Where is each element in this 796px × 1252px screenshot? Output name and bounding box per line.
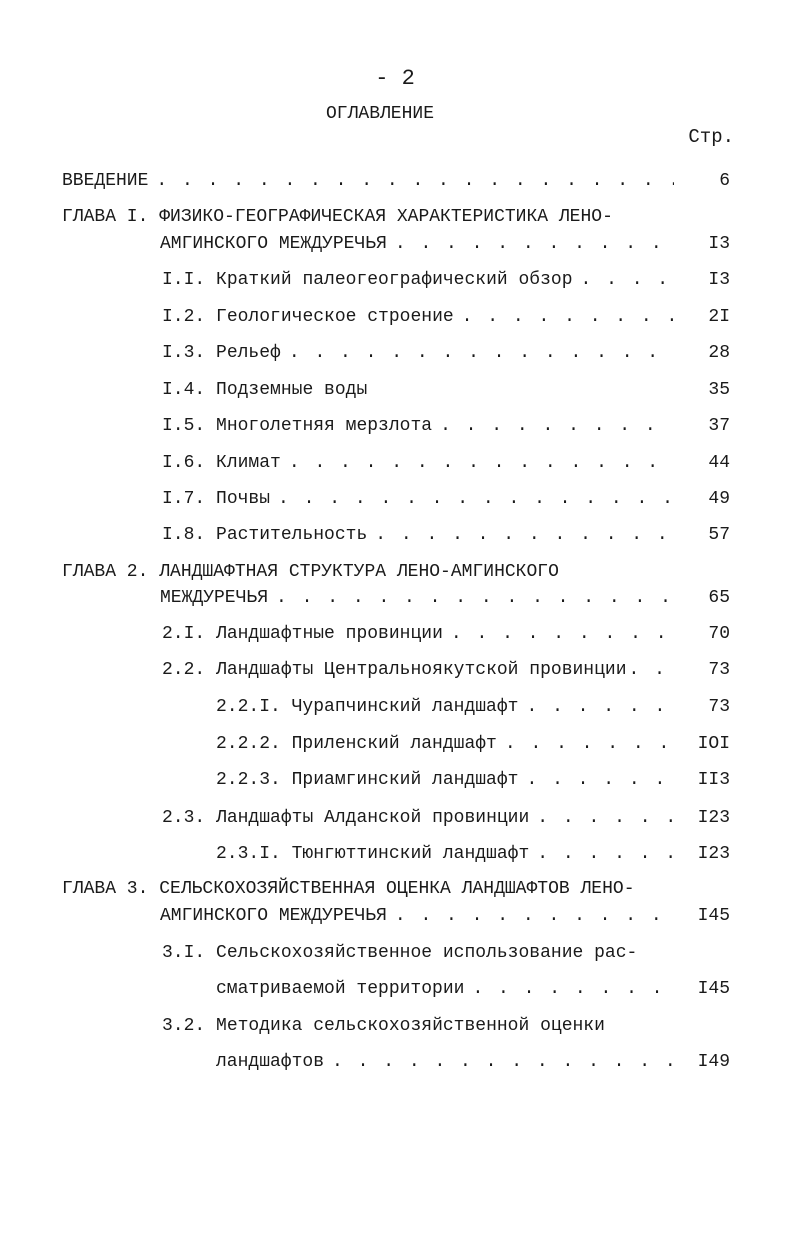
page-title: ОГЛАВЛЕНИЕ [325, 104, 435, 124]
toc-entry-page: IOI [697, 734, 730, 754]
toc-entry-page: I3 [708, 234, 730, 254]
toc-entry-1-4 [0, 377, 796, 403]
toc-entry-ch3 [0, 903, 796, 929]
toc-entry-page: 35 [708, 380, 730, 400]
toc-entry-3-2-line1 [162, 1013, 605, 1039]
toc-entry-page: 57 [708, 525, 730, 545]
dot-leader [526, 694, 674, 720]
dot-leader [472, 976, 674, 1002]
toc-entry-text: Приленский ландшафт [291, 734, 497, 754]
toc-entry-2-1 [0, 621, 796, 647]
toc-entry-2-3-1 [0, 841, 796, 867]
section-number: 3.2. [162, 1016, 206, 1036]
dot-leader [332, 1049, 674, 1075]
section-number: I.4. [162, 380, 206, 400]
dot-leader [537, 805, 674, 831]
toc-entry-page: II3 [697, 770, 730, 790]
toc-entry-2-3 [0, 805, 796, 831]
toc-entry-page: I23 [697, 808, 730, 828]
toc-entry-page: 73 [708, 697, 730, 717]
toc-entry-page: I23 [697, 844, 730, 864]
dot-leader [395, 903, 674, 929]
toc-entry-page: 6 [719, 171, 730, 191]
toc-entry-2-2-3 [0, 767, 796, 793]
toc-entry-text: Ландшафты Алданской провинции [216, 808, 530, 828]
toc-entry-text: Растительность [216, 525, 368, 545]
section-number: 2.2.I. [216, 697, 281, 717]
section-number: I.8. [162, 525, 206, 545]
toc-entry-page: 28 [708, 343, 730, 363]
toc-entry-text: Чурапчинский ландшафт [291, 697, 519, 717]
section-number: I.5. [162, 416, 206, 436]
toc-entry-1-8 [0, 522, 796, 548]
section-number: I.3. [162, 343, 206, 363]
section-number: 3.I. [162, 943, 206, 963]
dot-leader [395, 231, 674, 257]
dot-leader [375, 522, 674, 548]
toc-entry-text: Геологическое строение [216, 307, 454, 327]
toc-entry-page: 2I [708, 307, 730, 327]
dot-leader [505, 731, 674, 757]
dot-leader [156, 168, 674, 194]
page-column-header: Стр. [688, 126, 734, 148]
toc-entry-page: 44 [708, 453, 730, 473]
section-number: 2.3.I. [216, 844, 281, 864]
toc-entry-3-1 [0, 976, 796, 1002]
toc-entry-1-6 [0, 450, 796, 476]
section-number: I.I. [162, 270, 206, 290]
toc-entry-3-2 [0, 1049, 796, 1075]
toc-entry-1-2 [0, 304, 796, 330]
dot-leader [276, 585, 674, 611]
toc-entry-page: 49 [708, 489, 730, 509]
toc-entry-text: Приамгинский ландшафт [291, 770, 519, 790]
dot-leader [278, 486, 674, 512]
toc-entry-2-2-1 [0, 694, 796, 720]
toc-entry-text: Рельеф [216, 343, 281, 363]
toc-entry-text: Ландшафтные провинции [216, 624, 443, 644]
section-number: 2.2.3. [216, 770, 281, 790]
section-number: 2.3. [162, 808, 206, 828]
toc-entry-text: МЕЖДУРЕЧЬЯ [160, 588, 269, 608]
toc-entry-text: Многолетняя мерзлота [216, 416, 433, 436]
section-number: I.7. [162, 489, 206, 509]
toc-entry-text: ВВЕДЕНИЕ [62, 171, 149, 191]
section-number: 2.2.2. [216, 734, 281, 754]
toc-entry-text: Ландшафты Центральноякутской провинции [216, 660, 627, 680]
section-number: I.2. [162, 307, 206, 327]
dot-leader [289, 450, 674, 476]
toc-entry-page: I3 [708, 270, 730, 290]
chapter-3-heading-line1: ГЛАВА 3. СЕЛЬСКОХОЗЯЙСТВЕННАЯ ОЦЕНКА ЛАНДШАФТОВ ЛЕНО- [62, 879, 635, 899]
section-number: I.6. [162, 453, 206, 473]
toc-entry-page: 37 [708, 416, 730, 436]
toc-entry-text: Краткий палеогеографический обзор [216, 270, 573, 290]
dot-leader [629, 657, 675, 683]
toc-entry-text: АМГИНСКОГО МЕЖДУРЕЧЬЯ [160, 906, 387, 926]
toc-entry-1-7 [0, 486, 796, 512]
toc-entry-2-2-2 [0, 731, 796, 757]
toc-entry-text: Сельскохозяйственное использование рас- [216, 943, 638, 963]
dot-leader [581, 267, 675, 293]
section-number: 2.2. [162, 660, 206, 680]
toc-entry-page: I45 [697, 906, 730, 926]
chapter-1-heading-line1: ГЛАВА I. ФИЗИКО-ГЕОГРАФИЧЕСКАЯ ХАРАКТЕРИСТИКА ЛЕНО- [62, 207, 613, 227]
toc-entry-1-3 [0, 340, 796, 366]
chapter-2-heading-line1: ГЛАВА 2. ЛАНДШАФТНАЯ СТРУКТУРА ЛЕНО-АМГИНСКОГО [62, 562, 559, 582]
toc-entry-3-1-line1 [162, 940, 637, 966]
toc-entry-text: АМГИНСКОГО МЕЖДУРЕЧЬЯ [160, 234, 387, 254]
toc-entry-text: Тюнгюттинский ландшафт [291, 844, 530, 864]
section-number: 2.I. [162, 624, 206, 644]
toc-entry-intro [0, 168, 796, 194]
toc-entry-text: Климат [216, 453, 281, 473]
dot-leader [440, 413, 674, 439]
toc-entry-ch1 [0, 231, 796, 257]
toc-entry-page: I45 [697, 979, 730, 999]
page-number: - 2 [375, 66, 415, 91]
toc-entry-page: 65 [708, 588, 730, 608]
toc-entry-1-5 [0, 413, 796, 439]
toc-entry-text: Подземные воды [216, 380, 368, 400]
toc-entry-page: 70 [708, 624, 730, 644]
toc-entry-text: Методика сельскохозяйственной оценки [216, 1016, 605, 1036]
toc-entry-1-1 [0, 267, 796, 293]
toc-entry-page: 73 [708, 660, 730, 680]
dot-leader [526, 767, 674, 793]
dot-leader [289, 340, 674, 366]
toc-entry-text: Почвы [216, 489, 271, 509]
dot-leader [537, 841, 674, 867]
toc-entry-ch2 [0, 585, 796, 611]
toc-entry-text: сматриваемой территории [216, 979, 465, 999]
toc-entry-text: ландшафтов [216, 1052, 325, 1072]
toc-entry-2-2 [0, 657, 796, 683]
dot-leader [462, 304, 674, 330]
dot-leader [451, 621, 674, 647]
toc-entry-page: I49 [697, 1052, 730, 1072]
